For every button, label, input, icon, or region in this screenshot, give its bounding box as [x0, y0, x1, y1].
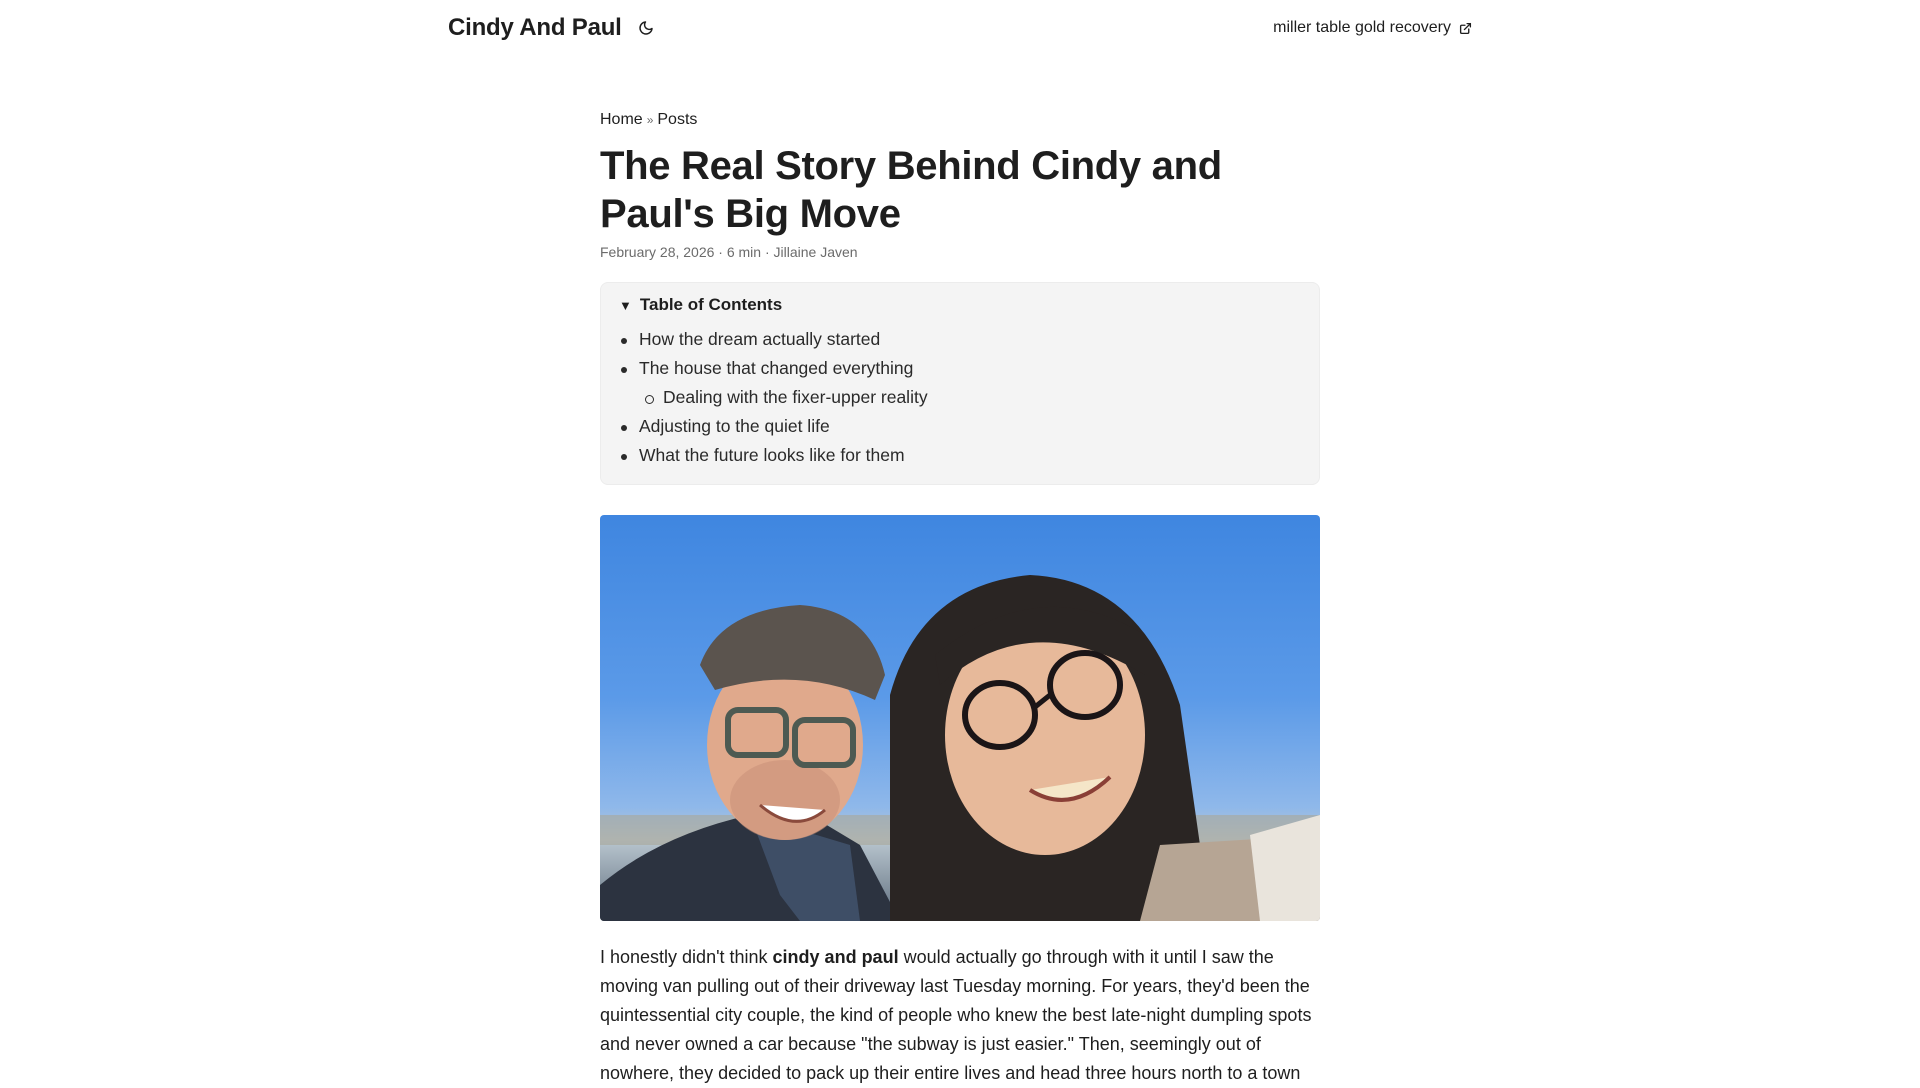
breadcrumb-posts[interactable]: Posts [657, 111, 698, 128]
toc-link-fixer-upper[interactable]: Dealing with the fixer-upper reality [663, 387, 928, 407]
toc-subitem [619, 383, 1301, 412]
theme-toggle-button[interactable] [636, 18, 656, 38]
toc-list [619, 325, 1301, 470]
table-of-contents [600, 282, 1320, 485]
triangle-down-icon: ▼ [619, 297, 632, 313]
cover-image [600, 515, 1320, 921]
toc-link-house[interactable]: The house that changed everything [639, 358, 914, 378]
toc-item [619, 325, 1301, 354]
nav-external-link[interactable] [1273, 19, 1472, 37]
toc-link-dream-started[interactable]: How the dream actually started [639, 329, 881, 349]
toc-link-future[interactable]: What the future looks like for them [639, 445, 905, 465]
post-title: The Real Story Behind Cindy and Paul's Big Move [600, 144, 1222, 236]
breadcrumb-home[interactable]: Home [600, 111, 643, 128]
keyword-highlight: cindy and paul [772, 947, 899, 967]
toc-toggle[interactable] [619, 295, 1301, 315]
nav-link-label: miller table gold recovery [1273, 19, 1451, 36]
toc-link-quiet-life[interactable]: Adjusting to the quiet life [639, 416, 830, 436]
site-logo[interactable]: Cindy And Paul [448, 14, 622, 41]
breadcrumb [600, 110, 1320, 130]
moon-icon [638, 20, 654, 36]
site-header [0, 0, 1920, 60]
toc-item [619, 412, 1301, 441]
paragraph-text-start: I honestly didn't think [600, 947, 773, 967]
external-link-icon [1459, 22, 1472, 35]
post-paragraph [600, 943, 1320, 1088]
toc-item [619, 441, 1301, 470]
toc-item [619, 354, 1301, 383]
paragraph-text-rest: would actually go through with it until I saw the moving van pulling out of their driveway last Tuesday morning. For years, they'd been the quintessential city couple, the kind of people who knew the best late-night dumpling spots and never owned a car because "the subway is just easier." Then, seemingly out of nowhere, they decided to pack up their entire lives and head three hours north to a town [600, 947, 1312, 1083]
breadcrumb-separator: » [646, 113, 654, 127]
post-meta: February 28, 2026 · 6 min · Jillaine Javen [600, 244, 858, 260]
logo-switches [448, 14, 656, 42]
post-main [600, 110, 1320, 1088]
toc-title: Table of Contents [639, 295, 783, 314]
couple-photo-illustration [600, 515, 1320, 921]
